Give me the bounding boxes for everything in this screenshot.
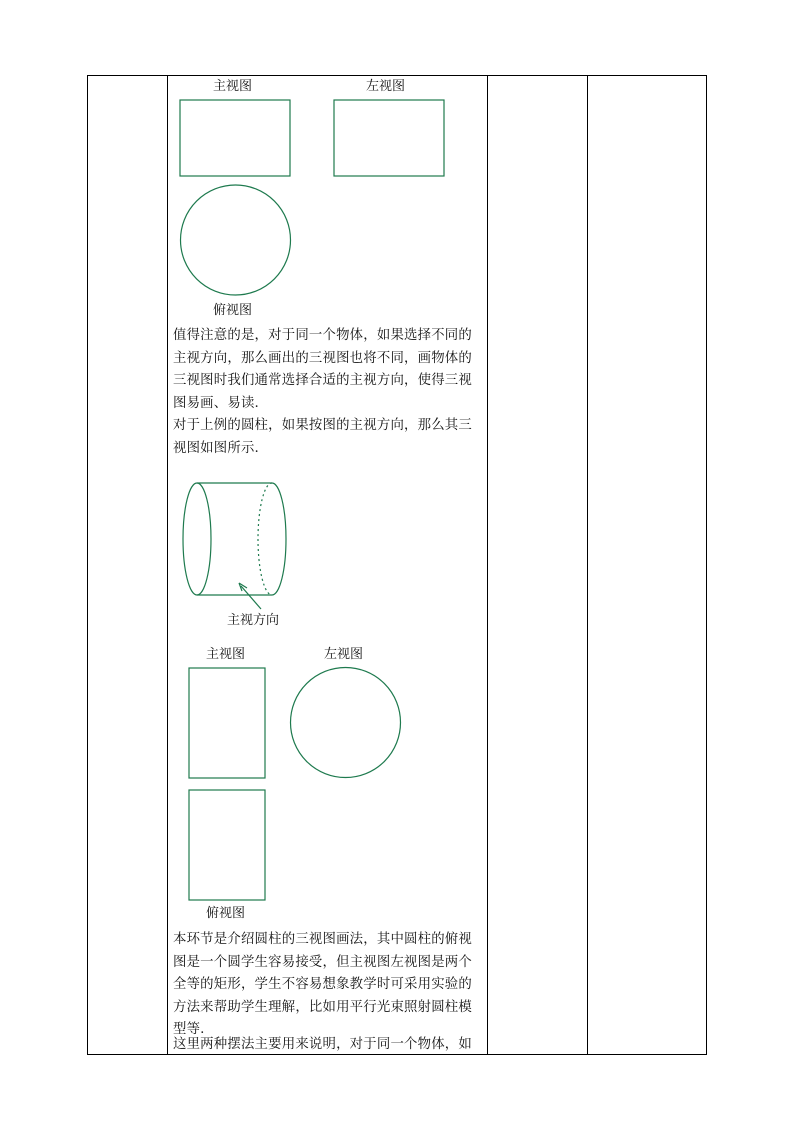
fig2-left-view-circle [291,668,401,778]
direction-caption: 主视方向 [227,613,280,628]
text-line: 对于上例的圆柱，如果按图的主视方向，那么其三 [173,418,472,433]
paragraph-teaching-note [173,929,485,1042]
cylinder-right-end-visible [272,483,286,595]
fig2-top-caption: 俯视图 [206,906,246,921]
fig2-top-view-rect [189,790,265,900]
view-direction-arrow [241,586,261,609]
fig1-left-view-rect [334,100,444,176]
text-line: 三视图时我们通常选择合适的主视方向，使得三视 [173,373,472,388]
paragraph-explanation [173,1034,485,1057]
text-line: 视图如图所示. [173,440,259,456]
paragraph-cylinder-example [173,415,485,460]
text-line: 主视方向，那么画出的三视图也将不同，画物体的 [173,350,472,366]
fig1-top-caption: 俯视图 [213,303,253,318]
view-direction-arrowhead [239,583,247,591]
paragraph-note [173,325,485,415]
text-line: 本环节是介绍圆柱的三视图画法，其中圆柱的俯视 [173,932,472,947]
text-line: 型等. [173,1022,205,1037]
fig1-top-view-circle [181,185,291,295]
text-line: 图易画、易读. [173,395,259,411]
text-line: 图是一个圆学生容易接受，但主视图左视图是两个 [173,954,472,970]
cylinder-right-end-hidden [258,483,272,595]
cylinder-left-end [183,483,211,595]
text-line: 值得注意的是，对于同一个物体，如果选择不同的 [173,328,472,343]
fig1-front-caption: 主视图 [213,79,253,94]
text-line: 这里两种摆法主要用来说明，对于同一个物体，如 [173,1037,472,1052]
text-line: 全等的矩形，学生不容易想象教学时可采用实验的 [173,977,472,992]
fig2-left-caption: 左视图 [324,647,364,662]
fig2-front-view-rect [189,668,265,778]
cylinder-drawing [183,483,286,609]
fig1-front-view-rect [180,100,290,176]
fig2-front-caption: 主视图 [206,647,246,662]
text-line: 方法来帮助学生理解，比如用平行光束照射圆柱模 [173,999,472,1015]
fig1-left-caption: 左视图 [366,79,406,94]
